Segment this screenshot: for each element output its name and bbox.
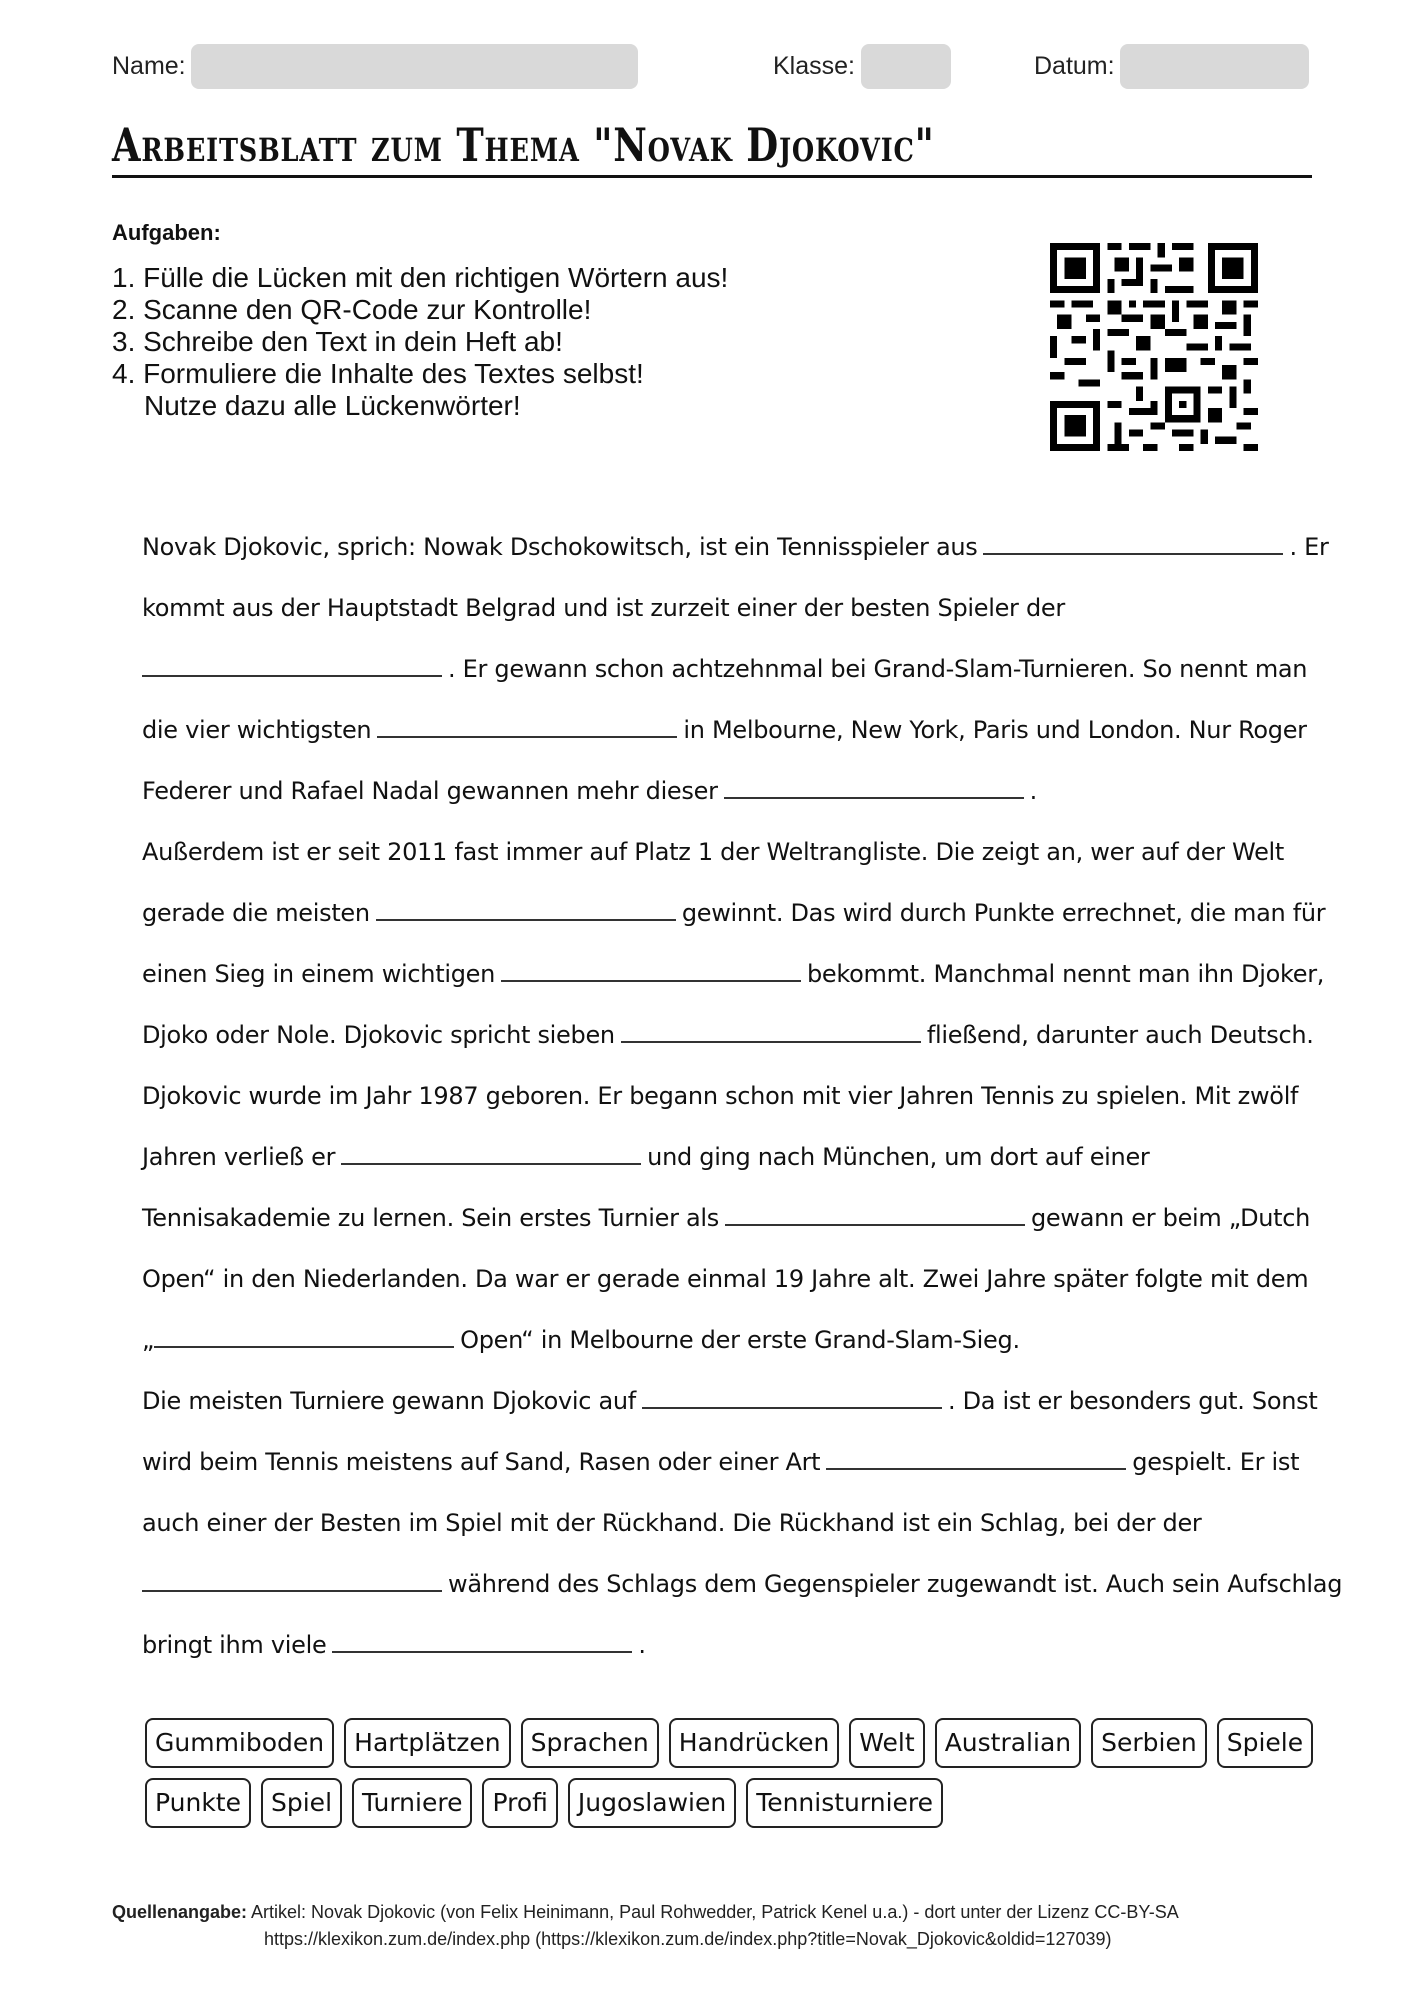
task-item: Nutze dazu alle Lückenwörter! xyxy=(144,390,521,421)
text-segment: . xyxy=(638,1631,646,1659)
text-line xyxy=(142,1493,1287,1554)
text-segment: . Da ist er besonders gut. Sonst xyxy=(947,1387,1318,1415)
title-divider xyxy=(112,175,1312,178)
text-segment: . Er xyxy=(1289,533,1329,561)
text-segment: in Melbourne, New York, Paris und London. Nur Roger xyxy=(683,716,1307,744)
word-chip[interactable]: Serbien xyxy=(1091,1718,1207,1768)
word-chip[interactable]: Gummiboden xyxy=(145,1718,334,1768)
text-segment: Die meisten Turniere gewann Djokovic auf xyxy=(142,1387,636,1415)
task-item: 3. Schreibe den Text in dein Heft ab! xyxy=(112,326,563,357)
task-list xyxy=(112,262,728,422)
date-label: Datum: xyxy=(1034,52,1115,80)
blank-field[interactable] xyxy=(376,889,676,921)
text-line xyxy=(142,761,1287,822)
text-segment: gewann er beim „Dutch xyxy=(1030,1204,1311,1232)
task-item: 2. Scanne den QR-Code zur Kontrolle! xyxy=(112,294,592,325)
text-segment: „ xyxy=(142,1326,155,1354)
word-chip[interactable]: Hartplätzen xyxy=(344,1718,510,1768)
text-segment: Open“ in Melbourne der erste Grand-Slam-Sieg. xyxy=(460,1326,1020,1354)
text-segment: Novak Djokovic, sprich: Nowak Dschokowitsch, ist ein Tennisspieler aus xyxy=(142,533,978,561)
task-item: 4. Formuliere die Inhalte des Textes selbst! xyxy=(112,358,644,389)
date-field[interactable] xyxy=(1120,44,1309,89)
text-segment: . xyxy=(1029,777,1037,805)
blank-field[interactable] xyxy=(377,706,677,738)
text-segment: Außerdem ist er seit 2011 fast immer auf Platz 1 der Weltrangliste. Die zeigt an, wer auf der Welt xyxy=(142,838,1285,866)
qr-code-icon xyxy=(1050,243,1258,451)
text-line xyxy=(142,1005,1314,1066)
word-chip[interactable]: Jugoslawien xyxy=(568,1778,736,1828)
word-chip[interactable]: Spiele xyxy=(1217,1718,1313,1768)
blank-field[interactable] xyxy=(826,1438,1126,1470)
name-field[interactable] xyxy=(191,44,638,89)
word-chip[interactable]: Tennisturniere xyxy=(746,1778,943,1828)
blank-field[interactable] xyxy=(142,1560,442,1592)
word-chip[interactable]: Turniere xyxy=(352,1778,472,1828)
text-segment: Jahren verließ er xyxy=(142,1143,336,1171)
word-bank xyxy=(145,1718,1304,1838)
text-segment: gewinnt. Das wird durch Punkte errechnet, die man für xyxy=(681,899,1326,927)
text-segment: gerade die meisten xyxy=(142,899,370,927)
text-segment: kommt aus der Hauptstadt Belgrad und ist zurzeit einer der besten Spieler der xyxy=(142,594,1065,622)
text-line xyxy=(142,1310,1287,1371)
blank-field[interactable] xyxy=(332,1621,632,1653)
text-segment: bekommt. Manchmal nennt man ihn Djoker, xyxy=(807,960,1325,988)
text-segment: Tennisakademie zu lernen. Sein erstes Turnier als xyxy=(142,1204,719,1232)
text-line xyxy=(142,578,1287,639)
text-segment: fließend, darunter auch Deutsch. xyxy=(926,1021,1314,1049)
text-segment: und ging nach München, um dort auf einer xyxy=(647,1143,1150,1171)
text-segment: Djoko oder Nole. Djokovic spricht sieben xyxy=(142,1021,615,1049)
class-field[interactable] xyxy=(861,44,951,89)
text-line xyxy=(142,1432,1300,1493)
blank-field[interactable] xyxy=(154,1316,454,1348)
word-chip[interactable]: Punkte xyxy=(145,1778,251,1828)
text-segment: . Er gewann schon achtzehnmal bei Grand-Slam-Turnieren. So nennt man xyxy=(448,655,1308,683)
text-line xyxy=(142,517,1329,578)
text-segment: die vier wichtigsten xyxy=(142,716,372,744)
text-line xyxy=(142,1371,1318,1432)
word-chip[interactable]: Australian xyxy=(935,1718,1081,1768)
text-line xyxy=(142,639,1308,700)
blank-field[interactable] xyxy=(142,645,442,677)
blank-field[interactable] xyxy=(642,1377,942,1409)
source-link[interactable]: https://klexikon.zum.de/index.php (https://klexikon.zum.de/index.php?title=Novak_Djokovic&oldid=127039) xyxy=(264,1929,1112,1949)
blank-field[interactable] xyxy=(621,1011,921,1043)
source-label: Quellenangabe: xyxy=(112,1902,248,1922)
text-segment: einen Sieg in einem wichtigen xyxy=(142,960,495,988)
source-text: Artikel: Novak Djokovic (von Felix Heinimann, Paul Rohwedder, Patrick Kenel u.a.) - dort unter der Lizenz CC-BY-SA xyxy=(251,1902,1179,1922)
tasks-heading: Aufgaben: xyxy=(112,220,221,245)
text-line xyxy=(142,1066,1299,1127)
text-line xyxy=(142,1127,1287,1188)
class-label: Klasse: xyxy=(773,52,855,80)
text-segment: wird beim Tennis meistens auf Sand, Rasen oder einer Art xyxy=(142,1448,821,1476)
blank-field[interactable] xyxy=(341,1133,641,1165)
text-segment: Djokovic wurde im Jahr 1987 geboren. Er begann schon mit vier Jahren Tennis zu spielen. Mit zwölf xyxy=(142,1082,1299,1110)
cloze-text xyxy=(142,517,1343,1676)
word-chip[interactable]: Spiel xyxy=(261,1778,342,1828)
task-item: 1. Fülle die Lücken mit den richtigen Wörtern aus! xyxy=(112,262,729,293)
word-chip[interactable]: Handrücken xyxy=(669,1718,840,1768)
blank-field[interactable] xyxy=(725,1194,1025,1226)
text-segment: Federer und Rafael Nadal gewannen mehr dieser xyxy=(142,777,718,805)
text-line xyxy=(142,944,1325,1005)
text-line xyxy=(142,1615,1287,1676)
source-note xyxy=(112,1899,1179,1953)
text-line xyxy=(142,1249,1309,1310)
word-bank-row xyxy=(145,1718,1304,1768)
blank-field[interactable] xyxy=(501,950,801,982)
text-line xyxy=(142,822,1287,883)
blank-field[interactable] xyxy=(983,523,1283,555)
text-line xyxy=(142,700,1307,761)
text-line xyxy=(142,1554,1343,1615)
page-title: Arbeitsblatt zum Thema "Novak Djokovic" xyxy=(112,118,935,172)
word-chip[interactable]: Sprachen xyxy=(521,1718,659,1768)
word-bank-row xyxy=(145,1778,1275,1828)
text-line xyxy=(142,883,1326,944)
name-label: Name: xyxy=(112,52,186,80)
text-line xyxy=(142,1188,1311,1249)
blank-field[interactable] xyxy=(724,767,1024,799)
text-segment: während des Schlags dem Gegenspieler zugewandt ist. Auch sein Aufschlag xyxy=(448,1570,1343,1598)
text-segment: auch einer der Besten im Spiel mit der Rückhand. Die Rückhand ist ein Schlag, bei der der xyxy=(142,1509,1202,1537)
word-chip[interactable]: Profi xyxy=(482,1778,557,1828)
word-chip[interactable]: Welt xyxy=(849,1718,924,1768)
text-segment: Open“ in den Niederlanden. Da war er gerade einmal 19 Jahre alt. Zwei Jahre später folgte mit dem xyxy=(142,1265,1309,1293)
text-segment: bringt ihm viele xyxy=(142,1631,327,1659)
text-segment: gespielt. Er ist xyxy=(1132,1448,1300,1476)
